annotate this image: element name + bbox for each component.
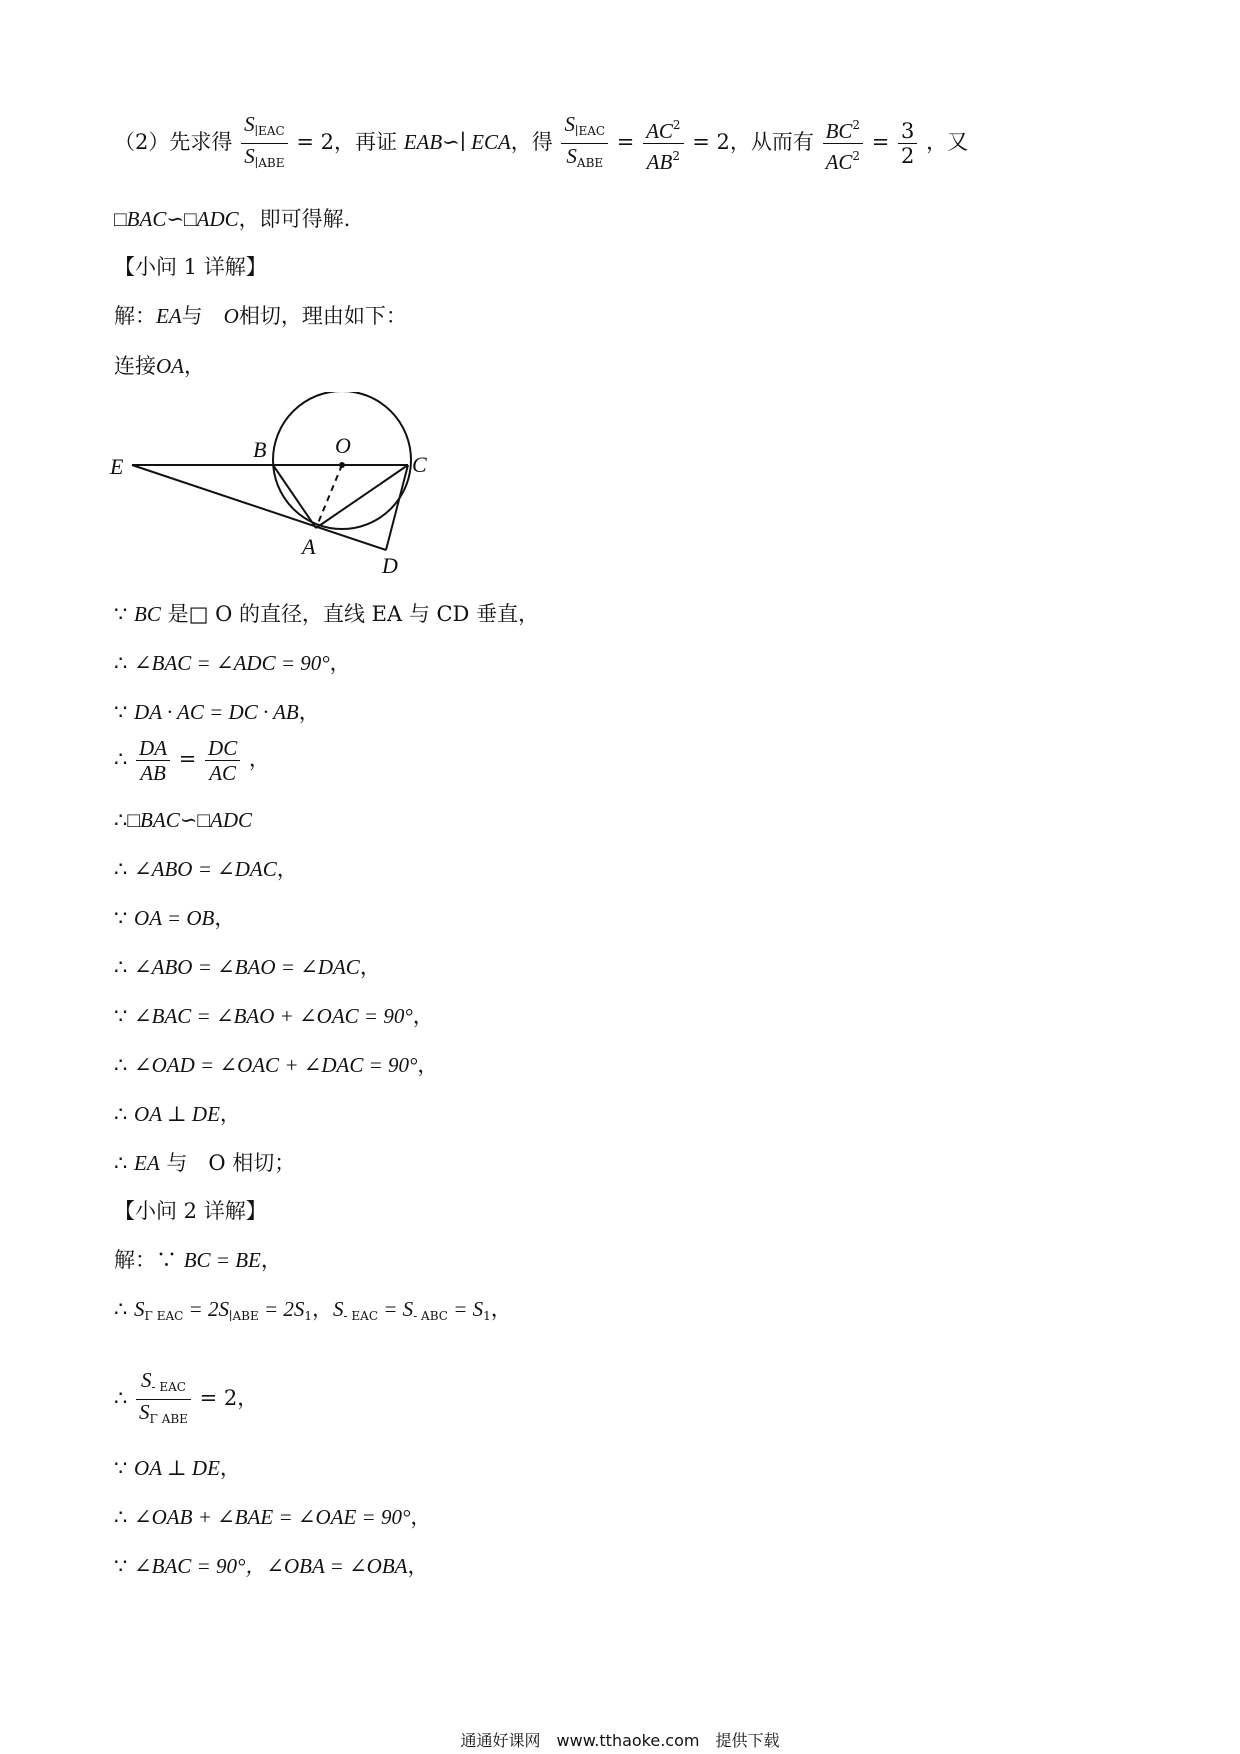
intro-math1: EA: [156, 304, 182, 328]
intro-mid: 与: [181, 304, 224, 328]
equals-sign: =: [178, 747, 197, 771]
frac-den: AC: [825, 150, 853, 174]
circle-o: [273, 392, 411, 529]
math: BC: [134, 602, 161, 626]
hint-mid1: ，再证: [334, 130, 397, 154]
sym: ∴: [114, 1102, 135, 1126]
frac-num-sub: ∣EAC: [254, 124, 285, 138]
proof-line: [114, 649, 351, 677]
frac-den-sup: 2: [852, 149, 861, 163]
text: ，: [214, 906, 236, 930]
proof-line: [114, 806, 252, 834]
line-ead: [132, 465, 386, 550]
sym: ∴: [114, 1151, 135, 1175]
math: OA ⊥ DE: [134, 1456, 220, 1480]
frac-num: BC: [825, 119, 853, 143]
hint-suffix: ，又: [926, 130, 969, 154]
text: ，: [407, 1554, 429, 1578]
frac-den: S: [244, 144, 255, 168]
text: 是□ O 的直径，直线 EA 与 CD 垂直，: [160, 602, 540, 626]
side-ratio-fraction: [643, 113, 683, 174]
s2-fraction-line: [114, 1368, 258, 1431]
frac-num: S: [244, 112, 255, 136]
text: 与 O 相切；: [159, 1151, 296, 1175]
connect-prefix: 连接: [114, 354, 156, 378]
proof-line: [114, 1100, 241, 1128]
label-o: O: [335, 433, 351, 458]
equals-two: = 2: [296, 130, 334, 154]
sym: ∴: [114, 747, 135, 771]
frac-den-sub: Γ ABE: [149, 1412, 188, 1426]
math: OA = OB: [134, 906, 215, 930]
similar-math: □BAC∽□ADC: [114, 207, 239, 231]
frac-den: AB: [140, 761, 166, 785]
s2-line1: [114, 1246, 282, 1274]
sym: ∴: [114, 1297, 135, 1321]
proof-fraction-line: [114, 736, 270, 785]
frac-num: DC: [208, 736, 238, 760]
frac-num: DA: [139, 736, 168, 760]
sym: ∵: [114, 1554, 135, 1578]
frac-den: 2: [901, 144, 915, 168]
frac-num-sup: 2: [672, 118, 681, 132]
area-ratio-fraction-s2: [136, 1368, 191, 1431]
math: OA ⊥ DE: [134, 1102, 220, 1126]
intro-math2: O: [223, 304, 239, 328]
s2-area-line: [114, 1295, 512, 1330]
similar-triangles: EAB∽∣ ECA: [403, 130, 511, 154]
intro-prefix: 解：: [114, 304, 156, 328]
math: ∠ABO = ∠DAC: [134, 857, 277, 881]
text: ，: [248, 747, 270, 771]
sub: ∣ABE: [228, 1309, 259, 1323]
frac-den-sub: ∣ABE: [254, 156, 285, 170]
math: ∠OAD = ∠OAC + ∠DAC = 90°: [134, 1053, 418, 1077]
sub: 1: [304, 1309, 313, 1323]
text: ，: [410, 1505, 432, 1529]
hint-line-2: [114, 205, 350, 233]
s1-connect: [114, 352, 205, 380]
proof-line: [114, 1051, 438, 1079]
page-footer: 通通好课网 www.tthaoke.com 提供下载: [460, 1731, 780, 1750]
label-b: B: [253, 437, 267, 462]
math: ∠ABO = ∠BAO = ∠DAC: [134, 955, 360, 979]
proof-line: [114, 953, 381, 981]
proof-line: [114, 698, 320, 726]
hint-mid2: ，得: [510, 130, 553, 154]
center-point: [339, 462, 345, 468]
frac-den-sup: 2: [672, 149, 680, 163]
text: ，: [219, 1456, 241, 1480]
text: ，: [298, 700, 320, 724]
frac-den-sub: ABE: [576, 156, 604, 170]
sub: 1: [483, 1309, 491, 1323]
prefix: 解：∵: [114, 1248, 184, 1272]
proof-line: [114, 1503, 431, 1531]
text: ，: [219, 1102, 241, 1126]
frac-num-sup: 2: [852, 118, 861, 132]
geometry-figure: [108, 392, 448, 582]
proof-line: [114, 855, 298, 883]
frac-den: AC: [209, 761, 237, 785]
part2-hint-line: [114, 112, 968, 175]
sym: ∴: [114, 857, 135, 881]
label-d: D: [382, 553, 398, 578]
math: = S: [378, 1297, 414, 1321]
dc-ac-fraction: [205, 736, 240, 785]
sub: - EAC: [343, 1309, 379, 1323]
frac-den: S: [566, 144, 577, 168]
math: □BAC∽□ADC: [127, 808, 253, 832]
area-ratio-fraction-2: [561, 112, 608, 175]
text: ，: [276, 857, 298, 881]
hint-conclusion: ，即可得解.: [238, 207, 351, 231]
connect-suffix: ，: [184, 354, 205, 378]
intro-suffix: 相切，理由如下：: [238, 304, 407, 328]
equals-two-b: = 2: [692, 130, 730, 154]
proof-line: [114, 600, 539, 628]
sub: Γ EAC: [144, 1309, 184, 1323]
label-a: A: [302, 534, 316, 559]
sym: ∴: [114, 1505, 135, 1529]
text: ，: [412, 1004, 434, 1028]
math: = 2S: [183, 1297, 229, 1321]
sep: ，: [312, 1297, 334, 1321]
suffix: ，: [260, 1248, 282, 1272]
area-ratio-fraction: [241, 112, 288, 175]
text: ，: [417, 1053, 439, 1077]
frac-num: 3: [898, 119, 917, 144]
sym: ∵: [114, 602, 135, 626]
math: ∠BAC = ∠ADC = 90°: [134, 651, 330, 675]
sym: ∵: [114, 1004, 135, 1028]
hint-mid3: ，从而有: [729, 130, 814, 154]
suffix: ，: [490, 1297, 512, 1321]
math: ∠BAC = ∠BAO + ∠OAC = 90°: [134, 1004, 413, 1028]
text: ，: [329, 651, 351, 675]
proof-line: [114, 1149, 295, 1177]
math: BC = BE: [183, 1248, 261, 1272]
sym: ∴: [114, 1386, 135, 1410]
sym: ∴: [114, 808, 128, 832]
label-e: E: [110, 454, 124, 479]
equals-two: = 2: [199, 1386, 238, 1410]
sym: ∵: [114, 700, 135, 724]
proof-line: [114, 1002, 434, 1030]
proof-line: [114, 904, 235, 932]
sub: - ABC: [413, 1309, 448, 1323]
proof-line: [114, 1552, 429, 1580]
da-ab-fraction: [136, 736, 170, 785]
section2-title: 【小问 2 详解】: [114, 1199, 267, 1223]
text: ，: [359, 955, 381, 979]
frac-den: S: [139, 1400, 150, 1424]
math: ∠BAC = 90°，∠OBA = ∠OBA: [134, 1554, 408, 1578]
sym: ∵: [114, 906, 135, 930]
suffix: ，: [237, 1386, 259, 1410]
sym: ∴: [114, 1053, 135, 1077]
frac-den: AB: [646, 150, 673, 174]
three-halves-fraction: [898, 119, 917, 168]
math: = 2S: [258, 1297, 305, 1321]
label-c: C: [412, 452, 427, 477]
frac-num-sub: - EAC: [151, 1380, 186, 1394]
connect-math: OA: [156, 354, 184, 378]
sym: ∴: [114, 955, 135, 979]
math: = S: [447, 1297, 484, 1321]
math: S: [134, 1297, 145, 1321]
math: EA: [134, 1151, 160, 1175]
hint-prefix: （2）先求得: [114, 130, 233, 154]
equals-sign: =: [616, 130, 635, 154]
bc-ac-fraction: [823, 113, 863, 174]
proof-line: [114, 1454, 241, 1482]
equals-sign: =: [871, 130, 890, 154]
sym: ∵: [114, 1456, 135, 1480]
math: S: [333, 1297, 344, 1321]
frac-num: S: [141, 1368, 152, 1392]
section1-title: 【小问 1 详解】: [114, 255, 267, 279]
sym: ∴: [114, 651, 135, 675]
frac-num: AC: [646, 119, 673, 143]
math: ∠OAB + ∠BAE = ∠OAE = 90°: [134, 1505, 411, 1529]
frac-num: S: [564, 112, 575, 136]
s1-intro: [114, 302, 407, 330]
math: DA · AC = DC · AB: [134, 700, 299, 724]
frac-num-sub: ∣EAC: [574, 124, 606, 138]
